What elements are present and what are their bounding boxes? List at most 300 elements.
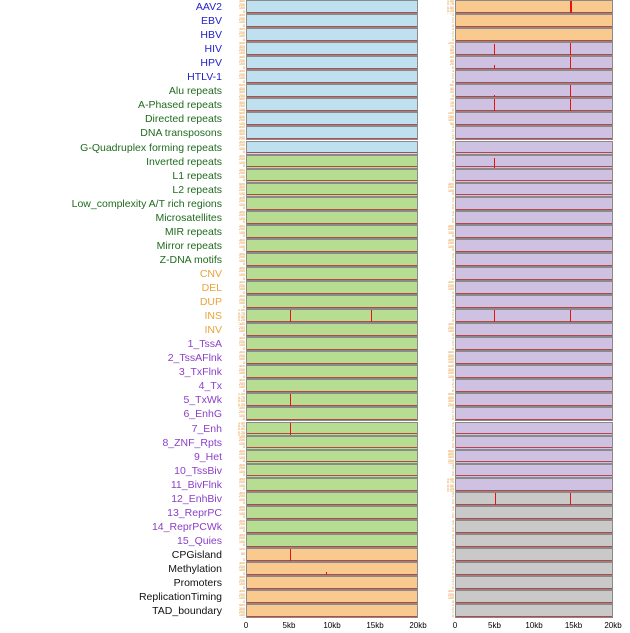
baseline-rule: [247, 194, 417, 195]
track-panel-left: [228, 70, 418, 84]
data-spike: [570, 85, 572, 98]
y-tick-label: 100: [228, 302, 245, 305]
y-tick-label: 200: [228, 481, 245, 484]
track-plot-area: [455, 520, 613, 534]
track-row: [0, 422, 630, 436]
track-plot-area: [455, 141, 613, 155]
y-tick-label: 20: [437, 91, 454, 94]
track-plot-area: [455, 267, 613, 281]
y-tick-label: 300: [228, 464, 245, 467]
track-plot-area: [246, 393, 418, 407]
y-tick-label: 200: [437, 112, 454, 115]
y-axis-ticks: [228, 225, 246, 239]
y-tick-label: 100: [437, 42, 454, 45]
y-tick-label: 0: [437, 151, 454, 154]
y-tick-label: 300: [228, 0, 245, 3]
y-axis-ticks: [437, 520, 455, 534]
track-row: [0, 141, 630, 155]
y-tick-label: 0.75: [228, 397, 245, 400]
y-axis-ticks: [228, 56, 246, 70]
track-plot-area: [246, 506, 418, 520]
y-axis-ticks: [228, 141, 246, 155]
baseline-rule: [247, 68, 417, 69]
track-plot-area: [246, 197, 418, 211]
track-panel-left: [228, 155, 418, 169]
y-axis-ticks: [437, 253, 455, 267]
y-tick-label: 0: [228, 67, 245, 70]
y-tick-label: 2: [437, 172, 454, 175]
track-label: 3_TxFlnk: [0, 366, 228, 378]
track-panel-right: [437, 141, 613, 155]
y-tick-label: 0: [228, 502, 245, 505]
track-label: 10_TssBiv: [0, 465, 228, 477]
track-row: [0, 211, 630, 225]
y-tick-label: 3: [437, 492, 454, 495]
y-tick-label: 2: [437, 270, 454, 273]
track-row: [0, 534, 630, 548]
y-tick-label: 150: [437, 116, 454, 119]
track-plot-area: [455, 337, 613, 351]
track-panel-right: [437, 211, 613, 225]
y-tick-label: 0: [437, 320, 454, 323]
y-tick-label: 200: [228, 32, 245, 35]
baseline-rule: [456, 152, 612, 153]
track-panel-left: [228, 197, 418, 211]
data-spike: [570, 0, 572, 13]
y-tick-label: 0: [228, 446, 245, 449]
y-tick-label: 0: [228, 530, 245, 533]
y-tick-label: 2: [437, 74, 454, 77]
y-axis-ticks: [437, 197, 455, 211]
y-tick-label: 0: [437, 544, 454, 547]
y-tick-label: 200: [228, 594, 245, 597]
y-tick-label: 300: [437, 225, 454, 228]
y-tick-label: 0: [228, 221, 245, 224]
y-tick-label: 200: [437, 285, 454, 288]
y-tick-label: 1: [437, 176, 454, 179]
y-tick-label: 3: [437, 379, 454, 382]
track-panel-right: [437, 492, 613, 506]
track-label: Z-DNA motifs: [0, 254, 228, 266]
track-panel-left: [228, 365, 418, 379]
baseline-rule: [247, 447, 417, 448]
y-tick-label: 300: [228, 56, 245, 59]
y-tick-label: 300: [228, 562, 245, 565]
baseline-rule: [247, 616, 417, 617]
track-plot-area: [246, 478, 418, 492]
y-tick-label: 300: [228, 323, 245, 326]
track-panel-left: [228, 253, 418, 267]
y-tick-label: 1: [437, 471, 454, 474]
y-tick-label: 3: [437, 576, 454, 579]
track-panel-left: [228, 393, 418, 407]
y-tick-label: 200: [228, 523, 245, 526]
baseline-rule: [456, 307, 612, 308]
y-axis-ticks: [437, 169, 455, 183]
track-plot-area: [455, 407, 613, 421]
track-panel-right: [437, 0, 613, 14]
y-axis-ticks: [228, 506, 246, 520]
y-axis-ticks: [228, 323, 246, 337]
y-axis-ticks: [228, 155, 246, 169]
y-tick-label: 5: [437, 109, 454, 112]
y-tick-label: 1: [437, 443, 454, 446]
track-panel-right: [437, 155, 613, 169]
data-spike: [495, 492, 497, 505]
track-label: Directed repeats: [0, 113, 228, 125]
y-tick-label: 0: [228, 151, 245, 154]
track-plot-area: [246, 492, 418, 506]
track-plot-area: [455, 197, 613, 211]
y-tick-label: 100: [228, 204, 245, 207]
y-tick-label: 0: [437, 432, 454, 435]
y-tick-label: 0: [437, 25, 454, 28]
y-axis-ticks: [228, 309, 246, 323]
y-tick-label: 2: [437, 313, 454, 316]
track-panel-right: [437, 436, 613, 450]
y-tick-label: 400: [437, 453, 454, 456]
track-plot-area: [455, 393, 613, 407]
track-row: [0, 604, 630, 618]
track-label: EBV: [0, 15, 228, 27]
track-panel-right: [437, 169, 613, 183]
y-tick-label: 2: [437, 144, 454, 147]
baseline-rule: [456, 532, 612, 533]
y-tick-label: 200: [228, 74, 245, 77]
track-panel-left: [228, 239, 418, 253]
track-plot-area: [246, 267, 418, 281]
track-plot-area: [455, 379, 613, 393]
y-tick-label: 300: [228, 141, 245, 144]
y-tick-label: 2: [437, 256, 454, 259]
baseline-rule: [456, 166, 612, 167]
y-tick-label: 300: [437, 400, 454, 403]
baseline-rule: [247, 532, 417, 533]
track-plot-area: [246, 84, 418, 98]
track-label: G-Quadruplex forming repeats: [0, 142, 228, 154]
y-tick-label: 100: [437, 246, 454, 249]
baseline-rule: [247, 391, 417, 392]
y-tick-label: 100: [228, 35, 245, 38]
baseline-rule: [456, 490, 612, 491]
track-plot-area: [455, 365, 613, 379]
baseline-rule: [247, 433, 417, 434]
track-plot-area: [455, 590, 613, 604]
baseline-rule: [456, 475, 612, 476]
y-tick-label: 300: [228, 239, 245, 242]
data-spike: [570, 43, 572, 56]
y-axis-ticks: [228, 169, 246, 183]
y-tick-label: 1: [437, 204, 454, 207]
y-axis-ticks: [437, 211, 455, 225]
track-plot-area: [246, 239, 418, 253]
baseline-rule: [247, 223, 417, 224]
y-tick-label: 0: [228, 263, 245, 266]
y-tick-label: 400: [228, 42, 245, 45]
y-tick-label: 300: [437, 456, 454, 459]
baseline-rule: [247, 574, 417, 575]
y-tick-label: 300: [228, 450, 245, 453]
baseline-rule: [247, 26, 417, 27]
y-tick-label: 300: [228, 197, 245, 200]
track-plot-area: [455, 0, 613, 14]
baseline-rule: [247, 12, 417, 13]
y-tick-label: 200: [228, 95, 245, 98]
y-tick-label: 200: [228, 439, 245, 442]
y-tick-label: 300: [437, 590, 454, 593]
y-tick-label: 1: [437, 260, 454, 263]
y-tick-label: 100: [228, 232, 245, 235]
track-plot-area: [246, 14, 418, 28]
y-tick-label: 200: [228, 60, 245, 63]
baseline-rule: [456, 237, 612, 238]
track-panel-right: [437, 112, 613, 126]
y-axis-ticks: [437, 464, 455, 478]
baseline-rule: [247, 279, 417, 280]
y-tick-label: 1: [437, 302, 454, 305]
y-tick-label: 1: [437, 316, 454, 319]
x-axis-panel-left: [246, 621, 418, 633]
y-tick-label: 0: [228, 418, 245, 421]
track-panel-right: [437, 98, 613, 112]
track-panel-right: [437, 478, 613, 492]
y-tick-label: 0: [228, 25, 245, 28]
track-panel-left: [228, 309, 418, 323]
baseline-rule: [247, 152, 417, 153]
y-tick-label: 1: [437, 527, 454, 530]
track-label: 9_Het: [0, 451, 228, 463]
y-tick-label: 0: [437, 516, 454, 519]
x-tick-label: 0: [453, 621, 457, 630]
y-tick-label: 300: [228, 407, 245, 410]
y-axis-ticks: [228, 604, 246, 618]
baseline-rule: [247, 602, 417, 603]
track-panel-right: [437, 548, 613, 562]
track-plot-area: [455, 464, 613, 478]
baseline-rule: [456, 138, 612, 139]
y-axis-ticks: [228, 393, 246, 407]
baseline-rule: [247, 54, 417, 55]
track-label: 14_ReprPCWk: [0, 521, 228, 533]
y-tick-label: 1: [437, 148, 454, 151]
y-tick-label: 0: [228, 292, 245, 295]
y-tick-label: 100: [228, 246, 245, 249]
track-panel-right: [437, 267, 613, 281]
y-tick-label: 400: [228, 88, 245, 91]
y-tick-label: 0.75: [228, 313, 245, 316]
y-tick-label: 0.50: [437, 485, 454, 488]
y-tick-label: 1: [437, 415, 454, 418]
track-row: [0, 379, 630, 393]
y-tick-label: 0: [437, 235, 454, 238]
baseline-rule: [456, 518, 612, 519]
y-tick-label: 200: [228, 228, 245, 231]
y-tick-label: 200: [228, 411, 245, 414]
y-tick-label: 0: [437, 193, 454, 196]
y-tick-label: 300: [228, 186, 245, 189]
y-tick-label: 3: [437, 14, 454, 17]
track-row: [0, 365, 630, 379]
y-axis-ticks: [437, 98, 455, 112]
y-axis-ticks: [228, 450, 246, 464]
track-plot-area: [246, 295, 418, 309]
y-tick-label: 3: [437, 548, 454, 551]
baseline-rule: [456, 447, 612, 448]
track-panel-left: [228, 0, 418, 14]
baseline-rule: [456, 574, 612, 575]
y-axis-ticks: [228, 42, 246, 56]
track-label: DNA transposons: [0, 127, 228, 139]
y-axis-ticks: [437, 478, 455, 492]
y-tick-label: 300: [228, 351, 245, 354]
baseline-rule: [247, 588, 417, 589]
track-panel-left: [228, 295, 418, 309]
baseline-rule: [456, 180, 612, 181]
track-panel-left: [228, 478, 418, 492]
y-tick-label: 0: [228, 460, 245, 463]
track-label: MIR repeats: [0, 226, 228, 238]
y-tick-label: 100: [228, 358, 245, 361]
y-tick-label: 0: [437, 278, 454, 281]
y-tick-label: 200: [228, 270, 245, 273]
y-tick-label: 100: [228, 541, 245, 544]
y-tick-label: 2: [437, 214, 454, 217]
y-axis-ticks: [437, 126, 455, 140]
y-tick-label: 300: [228, 267, 245, 270]
track-plot-area: [246, 98, 418, 112]
y-tick-label: 300: [228, 14, 245, 17]
baseline-rule: [456, 110, 612, 111]
y-tick-label: 100: [228, 471, 245, 474]
data-spike: [494, 99, 496, 112]
track-label: Promoters: [0, 577, 228, 589]
y-tick-label: 3: [437, 604, 454, 607]
track-row: [0, 28, 630, 42]
x-tick-label: 10kb: [525, 621, 542, 630]
y-tick-label: 200: [437, 242, 454, 245]
y-tick-label: 3: [437, 169, 454, 172]
y-tick-label: 300: [437, 183, 454, 186]
y-tick-label: 1: [437, 386, 454, 389]
y-axis-ticks: [437, 576, 455, 590]
y-tick-label: 1.00: [228, 309, 245, 312]
track-panel-left: [228, 14, 418, 28]
baseline-rule: [456, 461, 612, 462]
y-axis-ticks: [228, 197, 246, 211]
y-tick-label: 0: [437, 502, 454, 505]
track-plot-area: [455, 169, 613, 183]
y-axis-ticks: [228, 534, 246, 548]
y-tick-label: 300: [228, 520, 245, 523]
y-tick-label: 1: [437, 569, 454, 572]
y-tick-label: 200: [228, 495, 245, 498]
y-tick-label: 1: [437, 35, 454, 38]
y-tick-label: 500: [228, 126, 245, 129]
baseline-rule: [247, 40, 417, 41]
y-axis-ticks: [228, 211, 246, 225]
baseline-rule: [456, 68, 612, 69]
baseline-rule: [456, 335, 612, 336]
y-tick-label: 100: [228, 63, 245, 66]
y-tick-label: 100: [228, 260, 245, 263]
track-row: [0, 295, 630, 309]
y-tick-label: 200: [437, 327, 454, 330]
y-tick-label: 200: [228, 509, 245, 512]
y-tick-label: 0.25: [228, 319, 245, 322]
y-tick-label: 200: [437, 372, 454, 375]
track-panel-right: [437, 323, 613, 337]
y-tick-label: 100: [228, 499, 245, 502]
y-tick-label: 1: [437, 583, 454, 586]
baseline-rule: [247, 504, 417, 505]
y-axis-ticks: [437, 562, 455, 576]
y-tick-label: 60: [437, 56, 454, 59]
y-axis-ticks: [437, 379, 455, 393]
y-tick-label: 0: [228, 348, 245, 351]
y-tick-label: 0: [437, 165, 454, 168]
track-plot-area: [455, 534, 613, 548]
y-tick-label: 3: [437, 407, 454, 410]
track-plot-area: [455, 450, 613, 464]
track-panel-right: [437, 309, 613, 323]
track-label: 4_Tx: [0, 380, 228, 392]
y-tick-label: 3: [437, 253, 454, 256]
track-row: [0, 506, 630, 520]
y-tick-label: 2: [437, 200, 454, 203]
x-axis-panel-right: [455, 621, 613, 633]
y-tick-label: 1: [437, 274, 454, 277]
y-tick-label: 2: [437, 341, 454, 344]
baseline-rule: [247, 237, 417, 238]
track-label: 15_Quies: [0, 535, 228, 547]
track-plot-area: [246, 42, 418, 56]
y-tick-label: 300: [228, 28, 245, 31]
y-tick-label: 400: [437, 397, 454, 400]
baseline-rule: [456, 40, 612, 41]
track-panel-right: [437, 337, 613, 351]
y-tick-label: 300: [228, 102, 245, 105]
baseline-rule: [247, 475, 417, 476]
data-spike: [326, 572, 328, 575]
track-plot-area: [455, 70, 613, 84]
y-tick-label: 100: [228, 176, 245, 179]
data-spike: [290, 310, 292, 323]
y-axis-ticks: [437, 155, 455, 169]
y-tick-label: 2: [437, 495, 454, 498]
baseline-rule: [456, 504, 612, 505]
y-tick-label: 200: [228, 355, 245, 358]
track-plot-area: [246, 112, 418, 126]
track-label: HIV: [0, 43, 228, 55]
track-label: Methylation: [0, 563, 228, 575]
track-row: [0, 126, 630, 140]
y-tick-label: 300: [228, 70, 245, 73]
y-tick-label: 300: [228, 46, 245, 49]
y-tick-label: 0: [437, 249, 454, 252]
track-plot-area: [246, 155, 418, 169]
track-label: HPV: [0, 57, 228, 69]
track-panel-right: [437, 604, 613, 618]
y-tick-label: 1: [437, 541, 454, 544]
y-tick-label: 0: [437, 39, 454, 42]
y-tick-label: 200: [228, 18, 245, 21]
track-panel-left: [228, 267, 418, 281]
track-panel-right: [437, 506, 613, 520]
track-panel-left: [228, 422, 418, 436]
y-axis-ticks: [228, 492, 246, 506]
track-panel-right: [437, 239, 613, 253]
y-tick-label: 100: [228, 7, 245, 10]
